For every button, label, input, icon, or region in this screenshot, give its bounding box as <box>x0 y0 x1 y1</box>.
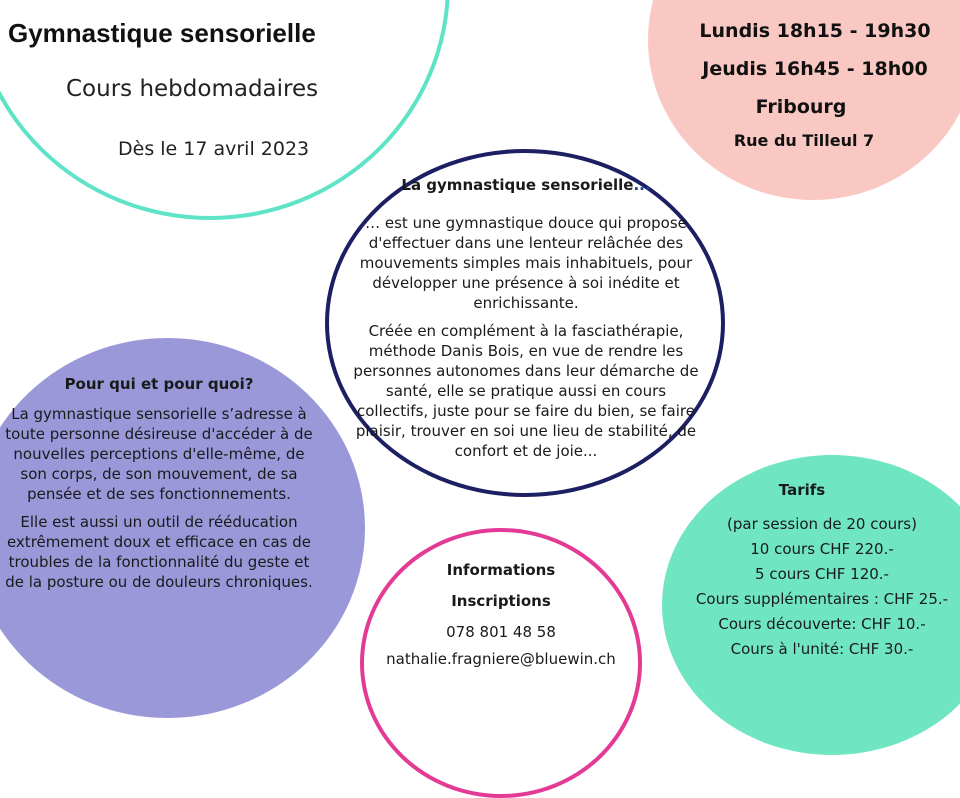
page-title: Gymnastique sensorielle <box>8 18 316 48</box>
price-item: 10 cours CHF 220.- <box>750 540 894 558</box>
who-paragraph-1: La gymnastique sensorielle s’adresse à toute personne désireuse d'accéder à de nouvelles perceptions d'elle-même, de son corps, de son mouvement, de sa pensée et de ses fonctionnements. <box>5 405 313 503</box>
contact-email[interactable]: nathalie.fragniere@bluewin.ch <box>386 650 616 668</box>
about-paragraph-1: … est une gymnastique douce qui propose d'effectuer dans une lenteur relâchée des mouvements simples mais inhabituels, pour développer une présence à soi inédite et enrichissante. <box>359 214 693 312</box>
about-heading <box>350 175 702 195</box>
who-paragraph-2: Elle est aussi un outil de rééducation extrêmement doux et efficace en cas de troubles de la fonctionnalité du geste et de la posture ou de douleurs chroniques. <box>5 513 313 591</box>
schedule-city: Fribourg <box>755 96 847 118</box>
contact-heading-info: Informations <box>446 561 556 579</box>
start-date: Dès le 17 avril 2023 <box>118 138 310 160</box>
schedule-line-thursday: Jeudis 16h45 - 18h00 <box>702 58 928 80</box>
contact-phone[interactable]: 078 801 48 58 <box>446 623 556 641</box>
schedule-line-monday: Lundis 18h15 - 19h30 <box>699 20 931 42</box>
schedule-address: Rue du Tilleul 7 <box>733 131 875 150</box>
schedule-block <box>660 18 960 152</box>
about-block <box>350 175 702 461</box>
contact-block <box>360 560 642 669</box>
price-item: Cours découverte: CHF 10.- <box>718 615 926 633</box>
prices-heading: Tarifs <box>778 481 826 499</box>
prices-block <box>672 480 960 659</box>
price-item: 5 cours CHF 120.- <box>755 565 889 583</box>
page-subtitle: Cours hebdomadaires <box>66 76 319 102</box>
who-heading: Pour qui et pour quoi? <box>64 375 254 393</box>
contact-heading-register: Inscriptions <box>451 592 551 610</box>
who-block <box>4 374 314 592</box>
prices-note: (par session de 20 cours) <box>727 515 917 533</box>
price-item: Cours supplémentaires : CHF 25.- <box>695 590 949 608</box>
about-paragraph-2: Créée en complément à la fasciathérapie, méthode Danis Bois, en vue de rendre les personnes autonomes dans leur démarche de santé, elle se pratique aussi en cours collectifs, juste pour se faire du bien, se faire plaisir, trouver en soi une lieu de stabilité, de confort et de joie... <box>353 322 699 460</box>
about-heading-text: La gymnastique sensorielle <box>401 176 634 194</box>
price-item: Cours à l'unité: CHF 30.- <box>730 640 914 658</box>
about-heading-ellipsis: ... <box>633 176 651 194</box>
